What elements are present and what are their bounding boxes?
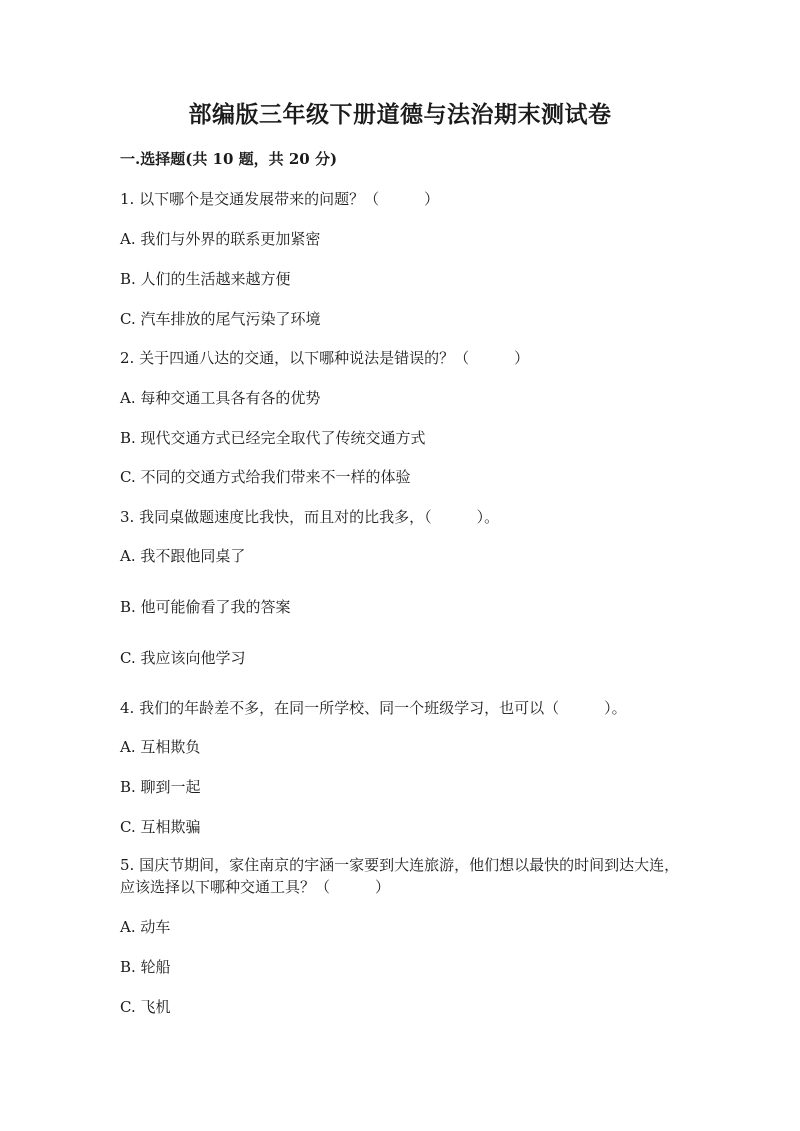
question-3-option-b: B. 他可能偷看了我的答案: [120, 598, 291, 616]
question-3-option-a: A. 我不跟他同桌了: [120, 547, 246, 565]
question-5-option-c: C. 飞机: [120, 998, 171, 1016]
question-4-option-b: B. 聊到一起: [120, 778, 201, 796]
question-5-option-b: B. 轮船: [120, 958, 171, 976]
question-5-option-a: A. 动车: [120, 918, 171, 936]
question-2-option-c: C. 不同的交通方式给我们带来不一样的体验: [120, 468, 411, 486]
question-1-stem: 1. 以下哪个是交通发展带来的问题？（ ）: [120, 190, 440, 208]
page-title: 部编版三年级下册道德与法治期末测试卷: [188, 101, 612, 128]
question-1-option-a: A. 我们与外界的联系更加紧密: [120, 230, 321, 248]
question-2-stem: 2. 关于四通八达的交通，以下哪种说法是错误的？（ ）: [120, 349, 530, 367]
section-heading: 一.选择题(共 10 题，共 20 分): [120, 150, 338, 168]
question-5-stem: 5. 国庆节期间，家住南京的宇涵一家要到大连旅游，他们想以最快的时间到达大连，应该选择以下哪种交通工具？（ ）: [120, 856, 680, 896]
question-4-option-c: C. 互相欺骗: [120, 818, 201, 836]
question-1-option-c: C. 汽车排放的尾气污染了环境: [120, 310, 321, 328]
question-3-option-c: C. 我应该向他学习: [120, 649, 246, 667]
question-4-stem: 4. 我们的年龄差不多，在同一所学校、同一个班级学习，也可以（ ）。: [120, 699, 627, 717]
question-4-option-a: A. 互相欺负: [120, 738, 201, 756]
question-1-option-b: B. 人们的生活越来越方便: [120, 270, 291, 288]
question-3-stem: 3. 我同桌做题速度比我快，而且对的比我多，（ ）。: [120, 508, 500, 526]
question-2-option-a: A. 每种交通工具各有各的优势: [120, 389, 321, 407]
question-2-option-b: B. 现代交通方式已经完全取代了传统交通方式: [120, 429, 426, 447]
